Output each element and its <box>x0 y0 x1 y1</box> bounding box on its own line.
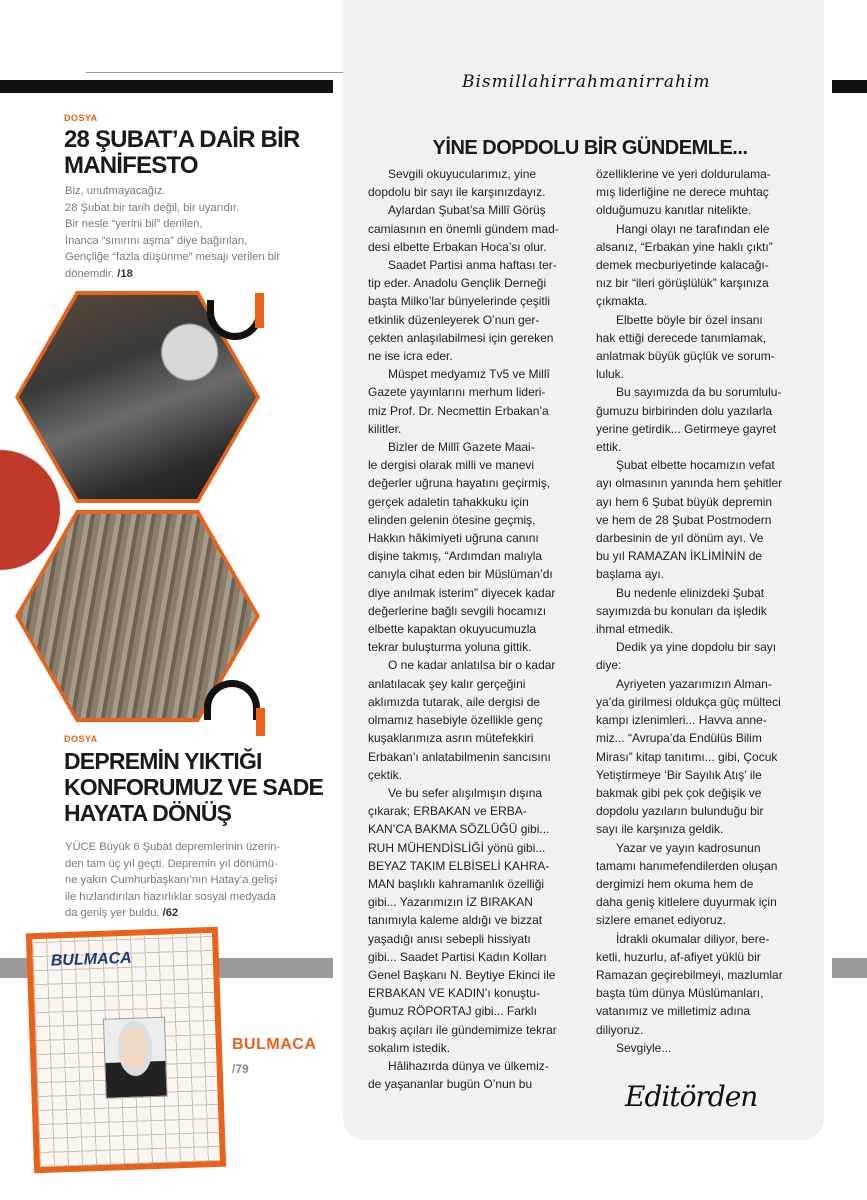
editorial-text-line: diliyoruz. <box>596 1022 644 1037</box>
header-thin-rule <box>86 72 343 73</box>
editorial-text-line: tekrar buluşturma yoluna gittik. <box>368 640 532 655</box>
article2-kicker: DOSYA <box>64 734 98 744</box>
article2-title[interactable] <box>64 748 334 826</box>
editorial-column-left <box>368 165 580 1093</box>
editorial-text-line: Yazar ve yayın kadrosunun <box>616 840 761 855</box>
editorial-text-line: ğumuz RÖPORTAJ gibi... Farklı <box>368 1004 537 1019</box>
editorial-text-line: vatanımız ve milletimiz adına <box>596 1004 751 1019</box>
editorial-text-line: çıkmakta. <box>596 294 648 309</box>
puzzle-label[interactable]: BULMACA <box>232 1036 317 1053</box>
article1-summary-line: Biz, unutmayacağız. <box>65 185 166 197</box>
editorial-text-line: luluk. <box>596 367 625 382</box>
editorial-text-line: de yaşananlar bugün O’nun bu <box>368 1077 533 1092</box>
editorial-text-line: Ve bu sefer alışılmışın dışına <box>388 785 543 800</box>
editorial-text-line: Genel Başkanı N. Beytiye Ekinci ile <box>368 967 556 982</box>
editorial-text-line: sayı ile karşınıza geldik. <box>596 822 724 837</box>
gray-band-right <box>832 958 867 978</box>
editorial-text-line: bu yıl RAMAZAN İKLİMİNİN de <box>596 549 763 564</box>
article1-summary-line: dönemdir. <box>65 267 115 280</box>
editorial-text-line: darbesinin de yıl dönüm ayı. Ve <box>596 531 764 546</box>
orange-ornament-bottom <box>256 708 265 736</box>
editorial-text-line: çekten anlaşılabilmesi için gereken <box>368 330 554 345</box>
article2-summary-line: ile hızlandırılan hazırlıklar sosyal medyada <box>65 890 276 903</box>
editorial-text-line: çıkarak; ERBAKAN ve ERBA- <box>368 804 527 819</box>
orange-ornament-top <box>255 293 264 328</box>
editorial-text-line: BEYAZ TAKIM ELBİSELİ KAHRA- <box>368 858 550 873</box>
editorial-text-line: camiasının en önemli gündem mad- <box>368 221 559 236</box>
editorial-text-line: etkinlik düzenleyerek O’nun ger- <box>368 312 540 327</box>
editorial-text-line: nız bir “ileri görüşlülük” karşınıza <box>596 276 769 291</box>
editorial-text-line: ya’da girilmesi oldukça güç mülteci <box>596 694 781 709</box>
article2-title-line: KONFORUMUZ VE SADE <box>64 774 324 800</box>
editorial-text-line: tip eder. Anadolu Gençlik Derneği <box>368 276 547 291</box>
editorial-text-line: Dedik ya yine dopdolu bir sayı <box>616 640 777 655</box>
editorial-text-line: başta tüm dünya Müslümanları, <box>596 986 764 1001</box>
editorial-text-line: daha geniş kitlelere duyurmak için <box>596 895 777 910</box>
editorial-text-line: Elbette böyle bir özel insanı <box>616 312 763 327</box>
editorial-text-line: Bizler de Millî Gazete Maai- <box>388 440 535 455</box>
editorial-text-line: alsanız, “Erbakan yine haklı çıktı” <box>596 239 773 254</box>
editorial-text-line: desi elbette Erbakan Hoca’sı olur. <box>368 239 547 254</box>
editorial-text-line: çektik. <box>368 767 403 782</box>
editorial-text-line: sayımızda bu konuları da işledik <box>596 603 767 618</box>
article1-summary-line: Gençliğe “fazla düşünme” mesajı verilen bir <box>65 251 281 263</box>
editorial-text-line: gibi... Yazarımızın İZ BIRAKAN <box>368 895 533 910</box>
editorial-text-line: kilitler. <box>368 421 402 436</box>
editorial-text-line: Sevgiyle... <box>616 1040 672 1055</box>
article1-page-number[interactable]: /18 <box>117 267 133 280</box>
editorial-text-line: dişine takmış, “Ardımdan malıyla <box>368 549 543 564</box>
editorial-text-line: aklımızda tutarak, aile dergisi de <box>368 694 541 709</box>
puzzle-thumbnail[interactable] <box>26 927 226 1174</box>
article1-summary-line: Bir nesle “yerini bil” denilen, <box>65 218 203 230</box>
editorial-text-line: O ne kadar anlatılsa bir o kadar <box>388 658 556 673</box>
editorial-text-line: İdrakli okumalar diliyor, bere- <box>616 931 770 946</box>
editorial-text-line: ettik. <box>596 440 622 455</box>
editorial-text-line: Hâlihazırda dünya ve ülkemiz- <box>388 1058 549 1073</box>
editorial-text-line: elbette kapaktan okuyucumuzla <box>368 622 537 637</box>
editorial-text-line: kuşaklarımıza asrın mütefekkiri <box>368 731 534 746</box>
article1-title[interactable] <box>64 127 334 179</box>
editorial-text-line: ğumuzu birbirinden dolu yazılarla <box>596 403 773 418</box>
article2-summary <box>65 839 335 922</box>
editorial-text-line: canıyla cihat eden bir Müslüman’dı <box>368 567 553 582</box>
editorial-text-line: hak ettiği derecede tanımlamak, <box>596 330 767 345</box>
editorial-text-line: gerçek adaletin tahakkuku için <box>368 494 529 509</box>
editorial-text-line: sizlere emanet ediyoruz. <box>596 913 727 928</box>
editorial-text-line: gibi... Saadet Partisi Kadın Kolları <box>368 949 547 964</box>
puzzle-portrait-photo <box>103 1017 168 1099</box>
editorial-text-line: Bu sayımızda da bu sorumlulu- <box>616 385 782 400</box>
editorial-text-line: kampı izlenimleri... Havva anne- <box>596 713 767 728</box>
editorial-text-line: olmamız hasebiyle özellikle genç <box>368 713 543 728</box>
article2-title-line: DEPREMİN YIKTIĞI <box>64 748 262 774</box>
editorial-text-line: miz... “Avrupa’da Endülüs Bilim <box>596 731 762 746</box>
editorial-text-line: Bu nedenle elinizdeki Şubat <box>616 585 765 600</box>
editorial-text-line: Ramazan geçirebilmeyi, mazlumlar <box>596 967 783 982</box>
editorial-text-line: dopdolu bir sayı ile karşınızdayız. <box>368 185 546 200</box>
editorial-text-line: le dergisi olarak milli ve manevi <box>368 458 535 473</box>
editorial-text-line: Gazete yayınlarını merhum lideri- <box>368 385 546 400</box>
editorial-text-line: ERBAKAN VE KADIN’ı konuştu- <box>368 986 541 1001</box>
editorial-text-line: diye anılmak isterim” diyecek kadar <box>368 585 556 600</box>
editorial-text-line: ketli, huzurlu, af-afiyet yüklü bir <box>596 949 761 964</box>
editorial-text-line: ihmal etmedik. <box>596 622 674 637</box>
editorial-text-line: olduğumuzu kanıtlar nitelikte. <box>596 203 752 218</box>
article2-summary-line: da geniş yer buldu. <box>65 907 160 919</box>
editorial-text-line: bakış açıları ile gündemimize tekrar <box>368 1022 557 1037</box>
editorial-text-line: Aylardan Şubat’sa Millî Görüş <box>388 203 546 218</box>
editorial-text-line: anlatmak büyük güçlük ve sorum- <box>596 349 775 364</box>
editorial-text-line: Müspet medyamız Tv5 ve Millî <box>388 367 550 382</box>
editorial-text-line: mış liderliğine ne derece muhtaç <box>596 185 769 200</box>
editorial-text-line: Hakkın hâkimiyeti uğruna canını <box>368 531 539 546</box>
editorial-text-line: özelliklerine ve yeri doldurulama- <box>596 167 771 181</box>
header-bar-black-left <box>0 80 333 93</box>
editorial-text-line: anlatılacak şey kalır gerçeğini <box>368 676 526 691</box>
editorial-text-line: Sevgili okuyucularımız, yine <box>388 167 537 181</box>
article2-title-line: HAYATA DÖNÜŞ <box>64 800 232 826</box>
editorial-title: YİNE DOPDOLU BİR GÜNDEMLE... <box>432 137 748 159</box>
editorial-text-line: RUH MÜHENDİSLİĞİ yönü gibi... <box>368 840 546 855</box>
article1-title-line: 28 ŞUBAT’A DAİR BİR <box>64 126 300 153</box>
editorial-text-line: elinden gelenin ötesine geçmiş, <box>368 512 536 527</box>
editorial-text-line: yerine getirdik... Getirmeye gayret <box>596 421 777 436</box>
editor-signature: Editörden <box>625 1080 758 1113</box>
editorial-text-line: yaşadığı anısı sebepli hissiyatı <box>368 931 531 946</box>
editorial-text-line: tamamı hanımefendilerden oluşan <box>596 858 778 873</box>
editorial-text-line: Yetiştirmeye ‘Bir Sayılık Atış’ ile <box>596 767 762 782</box>
bismillah-calligraphy: Bismillahirrahmanirrahim <box>462 72 711 92</box>
article1-summary-line: İnanca “sınırını aşma” diye bağırılan, <box>65 234 248 247</box>
puzzle-thumbnail-title: BULMACA <box>50 949 132 970</box>
editorial-text-line: değerler uğruna hayatını geçirmiş, <box>368 476 551 491</box>
editorial-text-line: Mirası” kitap tanıtımı... gibi, Çocuk <box>596 749 778 764</box>
editorial-text-line: ayı olmasının yanında hem şehitler <box>596 476 783 491</box>
editorial-text-line: ayı hem 6 Şubat büyük depremin <box>596 494 773 509</box>
editorial-text-line: Şubat elbette hocamızın vefat <box>616 458 775 473</box>
puzzle-grid <box>32 933 220 1167</box>
article1-summary <box>65 183 335 282</box>
editorial-text-line: MAN başlıklı kahramanlık özelliği <box>368 876 545 891</box>
article2-summary-line: YÜCE Büyük 6 Şubat depremlerinin üzerin- <box>65 841 281 853</box>
header-bar-black-right <box>832 80 867 93</box>
editorial-text-line: ve hem de 28 Şubat Postmodern <box>596 512 772 527</box>
editorial-text-line: bakmak gibi pek çok değişik ve <box>596 785 762 800</box>
editorial-text-line: dergimizi hem okuma hem de <box>596 876 754 891</box>
editorial-text-line: değerlerine bağlı sevgili hocamızı <box>368 603 547 618</box>
article2-summary-line: den tam üç yıl geçti. Depremin yıl dönümü- <box>65 857 278 870</box>
editorial-text-line: ne ise icra eder. <box>368 349 453 364</box>
editorial-text-line: demek mecburiyetinde kalacağı- <box>596 258 769 273</box>
puzzle-page-number[interactable]: /79 <box>232 1062 249 1076</box>
editorial-text-line: miz Prof. Dr. Necmettin Erbakan’a <box>368 403 549 418</box>
editorial-text-line: Ayriyeten yazarımızın Alman- <box>616 676 772 691</box>
editorial-text-line: Erbakan’ı anlatabilmenin sancısını <box>368 749 551 764</box>
article1-summary-line: 28 Şubat bir tarih değil, bir uyarıdır. <box>65 201 240 214</box>
editorial-text-line: başlama ayı. <box>596 567 665 582</box>
editorial-text-line: sokalım istedik. <box>368 1040 451 1055</box>
editorial-text-line: Hangi olayı ne tarafından ele <box>616 221 770 236</box>
article1-title-line: MANİFESTO <box>64 152 198 179</box>
editorial-text-line: diye: <box>596 658 622 673</box>
article2-summary-line: ne yakın Cumhurbaşkanı’nın Hatay’a gelişi <box>65 874 278 886</box>
editorial-column-right <box>596 165 808 1057</box>
editorial-text-line: Saadet Partisi anma haftası ter- <box>388 258 557 273</box>
editorial-text-line: KAN’CA BAKMA SÖZLÜĞÜ gibi... <box>368 822 550 837</box>
editorial-text-line: tanımıyla kaleme aldığı ve bizzat <box>368 913 543 928</box>
editorial-text-line: dopdolu yazıların bulunduğu bir <box>596 804 764 819</box>
article1-kicker: DOSYA <box>64 113 98 123</box>
editorial-text-line: başta Milko’lar bünyelerinde çeşitli <box>368 294 551 309</box>
article2-page-number[interactable]: /62 <box>162 907 179 919</box>
